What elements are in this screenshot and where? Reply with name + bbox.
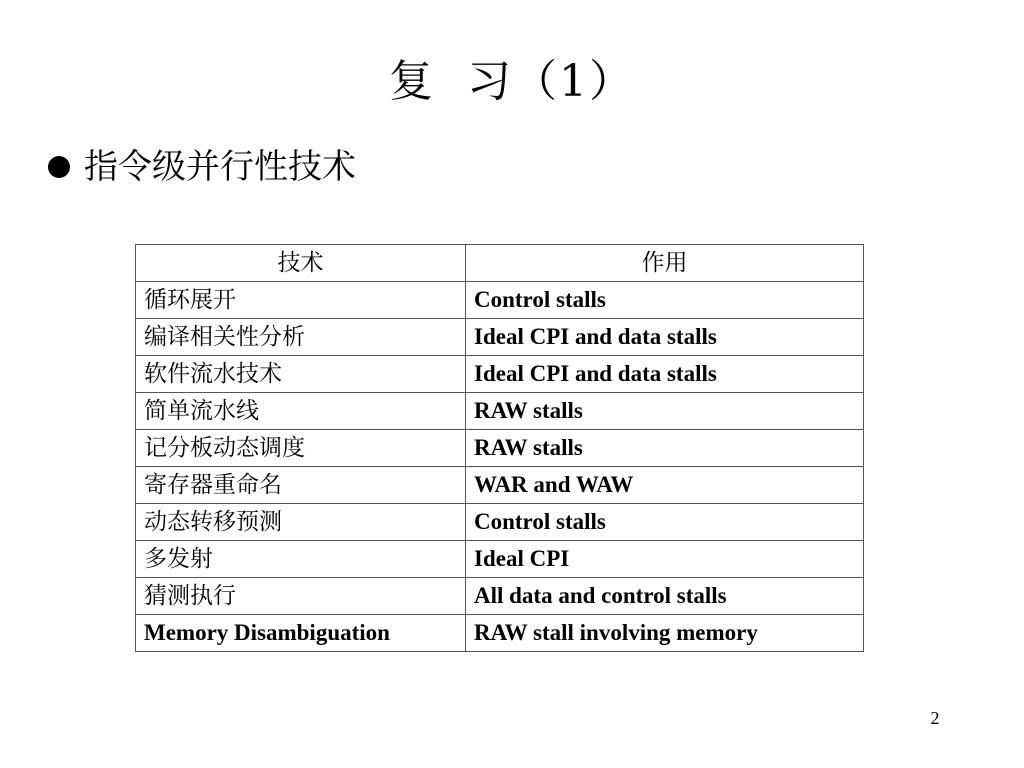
table-row: [136, 282, 864, 319]
technique-cell: 多发射: [136, 541, 466, 578]
table-row: [136, 319, 864, 356]
table-row: [136, 393, 864, 430]
page-number: 2: [930, 708, 940, 728]
technique-cell: 寄存器重命名: [136, 467, 466, 504]
table-row: [136, 541, 864, 578]
bullet-item: [48, 142, 356, 192]
table-row: [136, 356, 864, 393]
effect-cell: Ideal CPI: [466, 541, 864, 578]
effect-cell: RAW stalls: [466, 430, 864, 467]
header-technique: 技术: [136, 245, 466, 282]
effect-cell: RAW stalls: [466, 393, 864, 430]
table-row: [136, 467, 864, 504]
effect-cell: WAR and WAW: [466, 467, 864, 504]
effect-cell: Ideal CPI and data stalls: [466, 356, 864, 393]
technique-cell: 软件流水技术: [136, 356, 466, 393]
bullet-dot-icon: [48, 156, 70, 178]
header-effect: 作用: [466, 245, 864, 282]
technique-cell: 记分板动态调度: [136, 430, 466, 467]
effect-cell: Control stalls: [466, 282, 864, 319]
table-row: [136, 615, 864, 652]
effect-cell: RAW stall involving memory: [466, 615, 864, 652]
technique-cell: 猜测执行: [136, 578, 466, 615]
technique-cell: 循环展开: [136, 282, 466, 319]
technique-cell: Memory Disambiguation: [136, 615, 466, 652]
effect-cell: Control stalls: [466, 504, 864, 541]
table-row: [136, 578, 864, 615]
table-row: [136, 504, 864, 541]
table-header-row: [136, 245, 864, 282]
technique-table: [135, 244, 864, 652]
effect-cell: Ideal CPI and data stalls: [466, 319, 864, 356]
technique-table-container: [135, 244, 864, 652]
technique-cell: 编译相关性分析: [136, 319, 466, 356]
effect-cell: All data and control stalls: [466, 578, 864, 615]
slide-title: 复 习（1）: [389, 56, 635, 107]
table-row: [136, 430, 864, 467]
bullet-text: 指令级并行性技术: [84, 147, 356, 187]
technique-cell: 动态转移预测: [136, 504, 466, 541]
technique-cell: 简单流水线: [136, 393, 466, 430]
